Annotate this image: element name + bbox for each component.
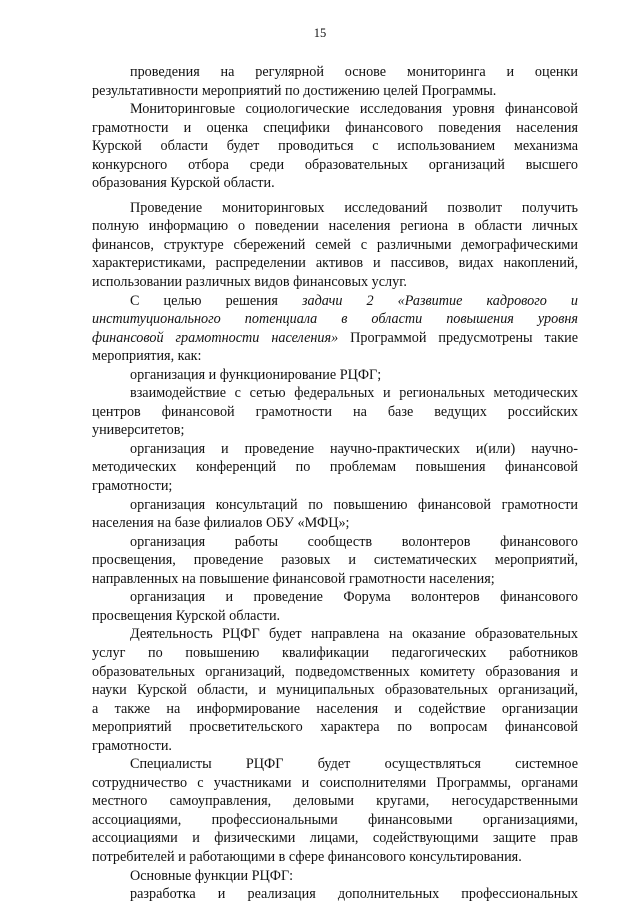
text-line: направленных на повышение финансовой грамотности населения; — [92, 570, 495, 587]
text-run: С целью решения — [130, 292, 302, 309]
paragraph — [92, 100, 578, 193]
text-line: использовании различных видов финансовых услуг. — [92, 274, 407, 291]
text-line: мероприятия, как: — [92, 348, 202, 365]
text-line: конкурсного отбора среди образовательных организаций высшего — [92, 156, 578, 173]
text-line: просвещения, проведение разовых и систематических мероприятий, — [92, 552, 578, 569]
text-line: населения на базе филиалов ОБУ «МФЦ»; — [92, 515, 350, 532]
text-line — [92, 329, 578, 348]
text-line: взаимодействие с сетью федеральных и региональных методических — [130, 385, 578, 402]
paragraph — [92, 867, 578, 886]
text-line: Курской области будет проводиться с использованием механизма — [92, 138, 578, 155]
text-line: характеристиками, распределении активов и пассивов, видах накоплений, — [92, 255, 578, 272]
text-line: просвещения Курской области. — [92, 607, 281, 624]
paragraph — [92, 63, 578, 100]
text-line: организация консультаций по повышению финансовой грамотности — [130, 496, 578, 513]
text-line: организация и проведение научно-практических и(или) научно- — [130, 440, 578, 457]
paragraph — [92, 440, 578, 496]
paragraph — [92, 625, 578, 755]
text-line: науки Курской области, и муниципальных образовательных организаций, — [92, 682, 578, 699]
text-line: грамотности. — [92, 737, 172, 754]
text-line: ассоциациями, профессиональными финансовыми организациями, — [92, 811, 578, 828]
text-line: сотрудничество с участниками и соисполнителями Программы, органами — [92, 774, 578, 791]
text-line: результативности мероприятий по достижению целей Программы. — [92, 82, 497, 99]
paragraph — [92, 496, 578, 533]
text-line: ассоциациями и физическими лицами, содействующими защите прав — [92, 830, 578, 847]
text-line: грамотности и оценка специфики финансового поведения населения — [92, 119, 578, 136]
text-line: мероприятий просветительского характера по вопросам финансовой — [92, 719, 578, 736]
text-line: услуг по повышению квалификации педагогических работников — [92, 644, 578, 661]
text-line: институционального потенциала в области повышения уровня — [92, 311, 578, 328]
text-line: Мониторинговые социологические исследования уровня финансовой — [130, 101, 578, 118]
text-line: образования Курской области. — [92, 175, 275, 192]
document-body — [92, 63, 578, 904]
text-line: а также на информирование населения и содействие организации — [92, 700, 578, 717]
text-line: Деятельность РЦФГ будет направлена на оказание образовательных — [130, 626, 578, 643]
text-line: организация и функционирование РЦФГ; — [130, 366, 382, 383]
text-line: потребителей и работающими в сфере финансового консультирования. — [92, 848, 522, 865]
paragraph — [92, 588, 578, 625]
text-line: полную информацию о поведении населения региона в области личных — [92, 218, 578, 235]
text-line: организация и проведение Форума волонтеров финансового — [130, 589, 578, 606]
paragraph — [92, 199, 578, 292]
italic-text: задачи 2 «Развитие кадрового и — [301, 292, 579, 309]
paragraph — [92, 533, 578, 589]
text-line: разработка и реализация дополнительных профессиональных — [130, 886, 578, 903]
text-line: организация работы сообществ волонтеров финансового — [130, 533, 578, 550]
text-line: финансов, структуре сбережений семей с различными демографическими — [92, 236, 578, 253]
paragraph — [92, 366, 578, 385]
text-line: образовательных организаций, подведомственных комитету образования и — [92, 663, 578, 680]
text-run: Программой предусмотрены такие — [338, 329, 578, 346]
text-line: грамотности; — [92, 478, 173, 495]
text-line: Специалисты РЦФГ будет осуществляться системное — [130, 756, 578, 773]
text-line — [92, 292, 578, 311]
text-line: университетов; — [92, 422, 185, 439]
paragraph — [92, 885, 578, 904]
text-line: методических конференций по проблемам повышения финансовой — [92, 459, 578, 476]
italic-text: финансовой грамотности населения» — [92, 329, 339, 346]
paragraph — [92, 384, 578, 440]
text-line: центров финансовой грамотности на базе ведущих российских — [92, 403, 578, 420]
text-line: местного самоуправления, деловыми кругами, негосударственными — [92, 793, 578, 810]
paragraph — [92, 292, 578, 366]
text-line: Проведение мониторинговых исследований позволит получить — [130, 199, 578, 216]
paragraph — [92, 755, 578, 866]
page-number: 15 — [313, 26, 327, 40]
text-line: Основные функции РЦФГ: — [130, 867, 294, 884]
text-line: проведения на регулярной основе мониторинга и оценки — [130, 64, 578, 80]
